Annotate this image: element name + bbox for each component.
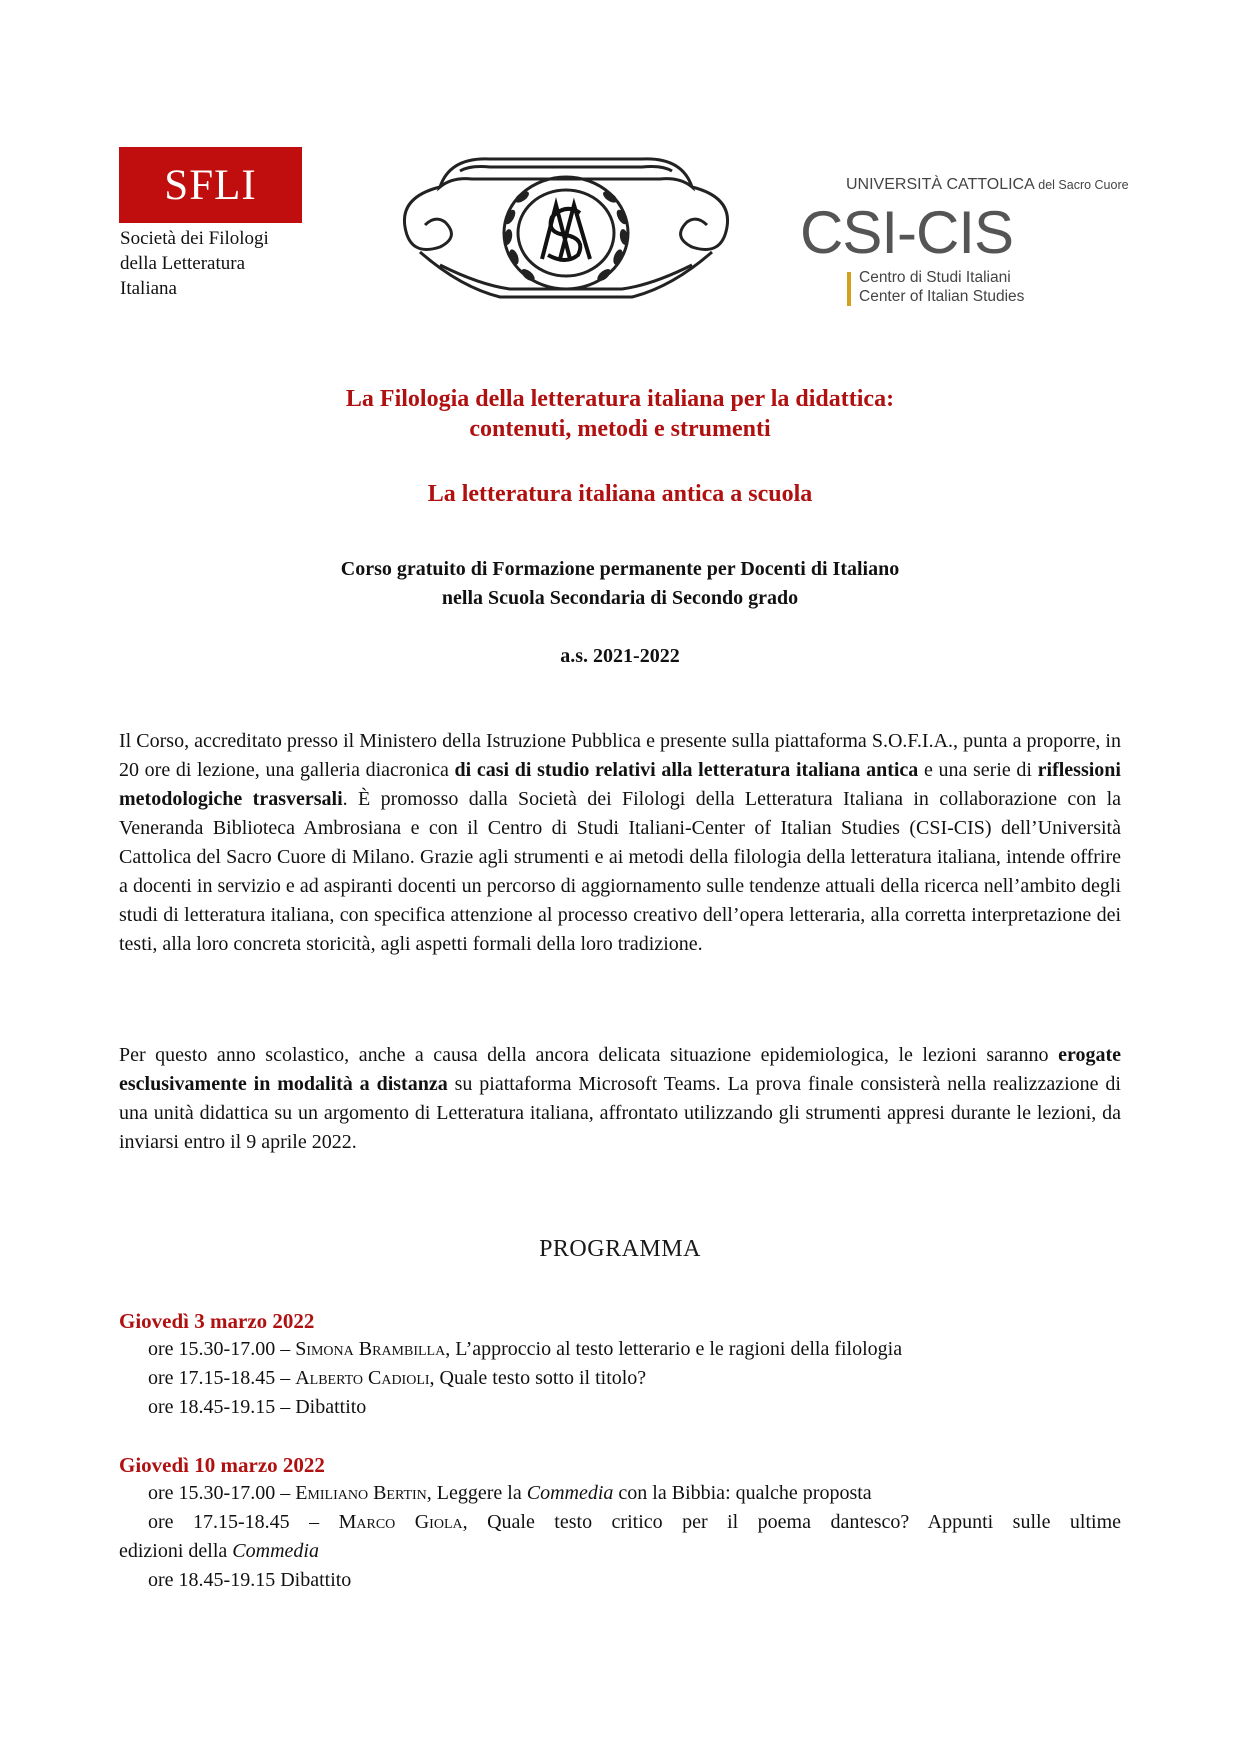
p1-bold-1: di casi di studio relativi alla letteratura italiana antica <box>454 759 919 781</box>
csi-line-1: Centro di Studi Italiani <box>859 269 1011 286</box>
d1i1-speaker: Simona Brambilla <box>295 1338 446 1360</box>
sfli-logo: SFLI <box>119 147 302 223</box>
csi-cis-logo: CSI-CIS <box>800 199 1014 266</box>
university-small: del Sacro Cuore <box>1034 178 1129 192</box>
p2-text-1: Per questo anno scolastico, anche a causa della ancora delicata situazione epidemiologica, le lezioni saranno <box>119 1044 1059 1066</box>
modality-paragraph <box>119 1041 1121 1157</box>
d2i2-time: ore 17.15-18.45 – <box>148 1511 339 1533</box>
d2i1-time: ore 15.30-17.00 – <box>148 1482 296 1504</box>
d2i1-pre: , Leggere la <box>426 1482 527 1504</box>
sfli-sub-line-1: Società dei Filologi <box>120 228 269 249</box>
programma-heading: PROGRAMMA <box>539 1236 701 1262</box>
p1-bold-2: riflessioni metodologiche trasversali <box>119 759 1121 810</box>
day-2-item-1 <box>148 1482 872 1505</box>
main-title-line-1: La Filologia della letteratura italiana per la didattica: <box>345 386 895 412</box>
day-1-item-1 <box>148 1338 902 1361</box>
p1-text-3: . È promosso dalla Società dei Filologi della Letteratura Italiana in collaborazione con la Veneranda Biblioteca Ambrosiana e con il Centro di Studi Italiani-Center of Italian Studies (CSI-CIS) dell’Università Cattolica del Sacro Cuore di Milano. Grazie agli strumenti e ai metodi della filologia della letteratura italiana, intende offrire a docenti in servizio e ad aspiranti docenti un percorso di aggiornamento sulle tendenze attuali della ricerca nell’ambito degli studi di letteratura italiana, con specifica attenzione al processo creativo dell’opera letteraria, alla corretta interpretazione dei testi, alla loro concreta storicità, agli aspetti formali della loro tradizione. <box>119 788 1121 955</box>
main-title-line-2: contenuti, metodi e strumenti <box>469 416 771 442</box>
course-line-1: Corso gratuito di Formazione permanente per Docenti di Italiano <box>340 558 900 580</box>
d1i2-title: , Quale testo sotto il titolo? <box>429 1367 647 1389</box>
day-1-item-2 <box>148 1367 646 1390</box>
sfli-sub-line-3: Italiana <box>120 278 177 299</box>
d2i1-work: Commedia <box>526 1482 614 1504</box>
d2i2-cont: edizioni della <box>119 1540 233 1562</box>
day-2-item-2 <box>148 1511 1121 1534</box>
csi-accent-bar <box>847 272 851 306</box>
university-main: UNIVERSITÀ CATTOLICA <box>846 176 1035 193</box>
d1i2-time: ore 17.15-18.45 – <box>148 1367 296 1389</box>
p1-text-2: e una serie di <box>918 759 1038 781</box>
university-title <box>846 176 1129 194</box>
academic-year: a.s. 2021-2022 <box>560 645 680 667</box>
d2i2-title: , Quale testo critico per il poema dantesco? Appunti sulle ultime <box>462 1511 1122 1533</box>
intro-paragraph <box>119 727 1121 959</box>
p1-text-1: Il Corso, accreditato presso il Ministero della Istruzione Pubblica e presente sulla piattaforma S.O.F.I.A., punta a proporre, in 20 ore di lezione, una galleria diacronica <box>119 730 1121 781</box>
sfli-sub-line-2: della Letteratura <box>120 253 246 274</box>
d2i2-speaker: Marco Giola <box>338 1511 463 1533</box>
csi-line-2: Center of Italian Studies <box>859 288 1025 305</box>
d1i1-title: , L’approccio al testo letterario e le ragioni della filologia <box>445 1338 903 1360</box>
d2i2-work: Commedia <box>232 1540 319 1562</box>
sfli-subtitle <box>120 226 320 301</box>
ambrosiana-crest-icon <box>380 147 752 307</box>
d1i2-speaker: Alberto Cadioli <box>295 1367 430 1389</box>
day-1-item-3: ore 18.45-19.15 – Dibattito <box>148 1396 367 1418</box>
day-2-item-3: ore 18.45-19.15 Dibattito <box>148 1569 352 1591</box>
d1i1-time: ore 15.30-17.00 – <box>148 1338 296 1360</box>
course-line-2: nella Scuola Secondaria di Secondo grado <box>441 587 799 609</box>
p2-bold-1: erogate esclusivamente in modalità a distanza <box>119 1044 1121 1095</box>
d2i1-speaker: Emiliano Bertin <box>295 1482 427 1504</box>
subtitle: La letteratura italiana antica a scuola <box>427 481 813 507</box>
day-1-date: Giovedì 3 marzo 2022 <box>119 1309 315 1333</box>
day-2-date: Giovedì 10 marzo 2022 <box>119 1453 325 1477</box>
day-2-item-2-continued <box>119 1540 319 1563</box>
d2i1-post: con la Bibbia: qualche proposta <box>613 1482 872 1504</box>
p2-text-2: su piattaforma Microsoft Teams. La prova finale consisterà nella realizzazione di una unità didattica su un argomento di Letteratura italiana, affrontato utilizzando gli strumenti appresi durante le lezioni, da inviarsi entro il 9 aprile 2022. <box>119 1073 1121 1153</box>
